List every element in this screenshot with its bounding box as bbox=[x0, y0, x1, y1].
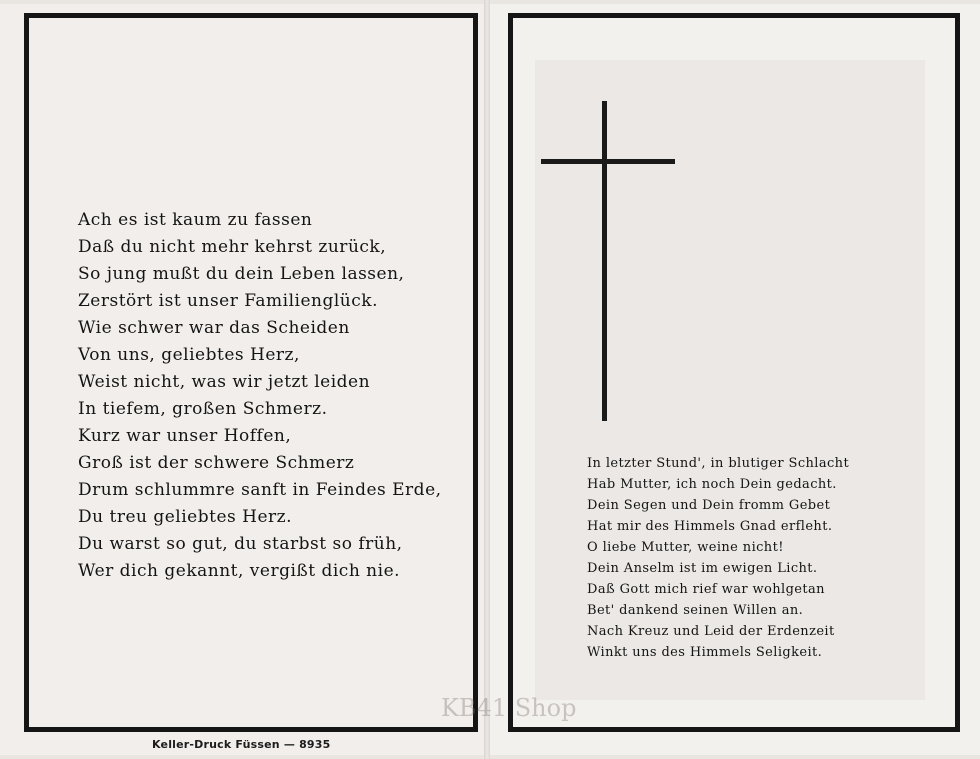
poem-line: Du treu geliebtes Herz. bbox=[78, 507, 293, 527]
poem-line: Daß Gott mich rief war wohlgetan bbox=[587, 582, 825, 597]
poem-line: Drum schlummre sanft in Feindes Erde, bbox=[78, 480, 442, 500]
poem-line: Wie schwer war das Scheiden bbox=[78, 318, 350, 338]
poem-line: In tiefem, großen Schmerz. bbox=[78, 399, 328, 419]
left-poem bbox=[78, 207, 442, 585]
poem-line: Groß ist der schwere Schmerz bbox=[78, 453, 355, 473]
poem-line: Winkt uns des Himmels Seligkeit. bbox=[587, 645, 823, 660]
poem-line: Weist nicht, was wir jetzt leiden bbox=[78, 372, 371, 392]
cross-icon bbox=[602, 101, 607, 421]
poem-line: Hab Mutter, ich noch Dein gedacht. bbox=[587, 477, 837, 492]
poem-line: Wer dich gekannt, vergißt dich nie. bbox=[78, 561, 401, 581]
poem-line: So jung mußt du dein Leben lassen, bbox=[78, 264, 405, 284]
poem-line: O liebe Mutter, weine nicht! bbox=[587, 540, 784, 555]
poem-line: Hat mir des Himmels Gnad erfleht. bbox=[587, 519, 833, 534]
right-poem bbox=[587, 453, 849, 663]
printer-imprint: Keller-Druck Füssen — 8935 bbox=[152, 738, 331, 751]
shop-watermark: KB41 Shop bbox=[441, 694, 577, 722]
poem-line: Daß du nicht mehr kehrst zurück, bbox=[78, 237, 387, 257]
poem-line: Ach es ist kaum zu fassen bbox=[78, 210, 313, 230]
poem-line: Dein Segen und Dein fromm Gebet bbox=[587, 498, 831, 513]
poem-line: Bet' dankend seinen Willen an. bbox=[587, 603, 804, 618]
poem-line: In letzter Stund', in blutiger Schlacht bbox=[587, 456, 850, 471]
poem-line: Nach Kreuz und Leid der Erdenzeit bbox=[587, 624, 835, 639]
poem-line: Du warst so gut, du starbst so früh, bbox=[78, 534, 403, 554]
poem-line: Kurz war unser Hoffen, bbox=[78, 426, 292, 446]
card-fold bbox=[484, 0, 490, 759]
cross-icon-bar bbox=[541, 159, 675, 164]
poem-line: Dein Anselm ist im ewigen Licht. bbox=[587, 561, 818, 576]
poem-line: Zerstört ist unser Familienglück. bbox=[78, 291, 378, 311]
poem-line: Von uns, geliebtes Herz, bbox=[78, 345, 300, 365]
